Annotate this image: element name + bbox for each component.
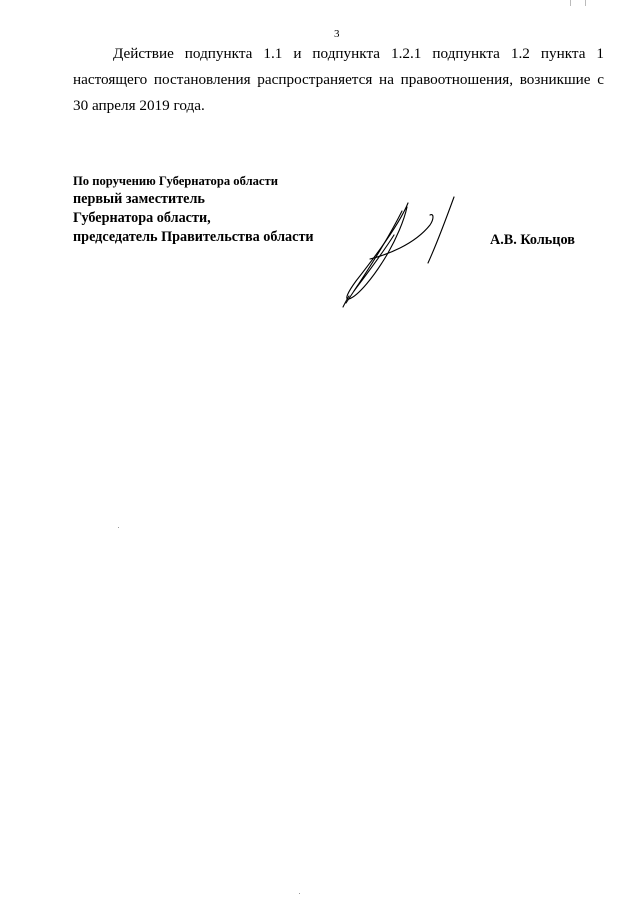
scan-speck xyxy=(118,527,119,528)
scan-speck xyxy=(299,893,300,894)
body-paragraph: Действие подпункта 1.1 и подпункта 1.2.1 подпункта 1.2 пункта 1 настоящего постановления распространяется на правоотношения, возникшие с 30 апреля 2019 года. xyxy=(73,45,604,114)
signature-line-chairman: председатель Правительства области xyxy=(73,229,314,245)
scan-corner-mark xyxy=(570,0,586,6)
signature-line-position: первый заместитель xyxy=(73,191,205,207)
signature-block xyxy=(73,173,314,247)
signer-name: А.В. Кольцов xyxy=(490,232,575,248)
signature-line-governor: Губернатора области, xyxy=(73,210,211,226)
signature-line-mandate: По поручению Губернатора области xyxy=(73,174,278,188)
handwritten-signature xyxy=(330,193,465,313)
page-number: 3 xyxy=(334,28,340,40)
